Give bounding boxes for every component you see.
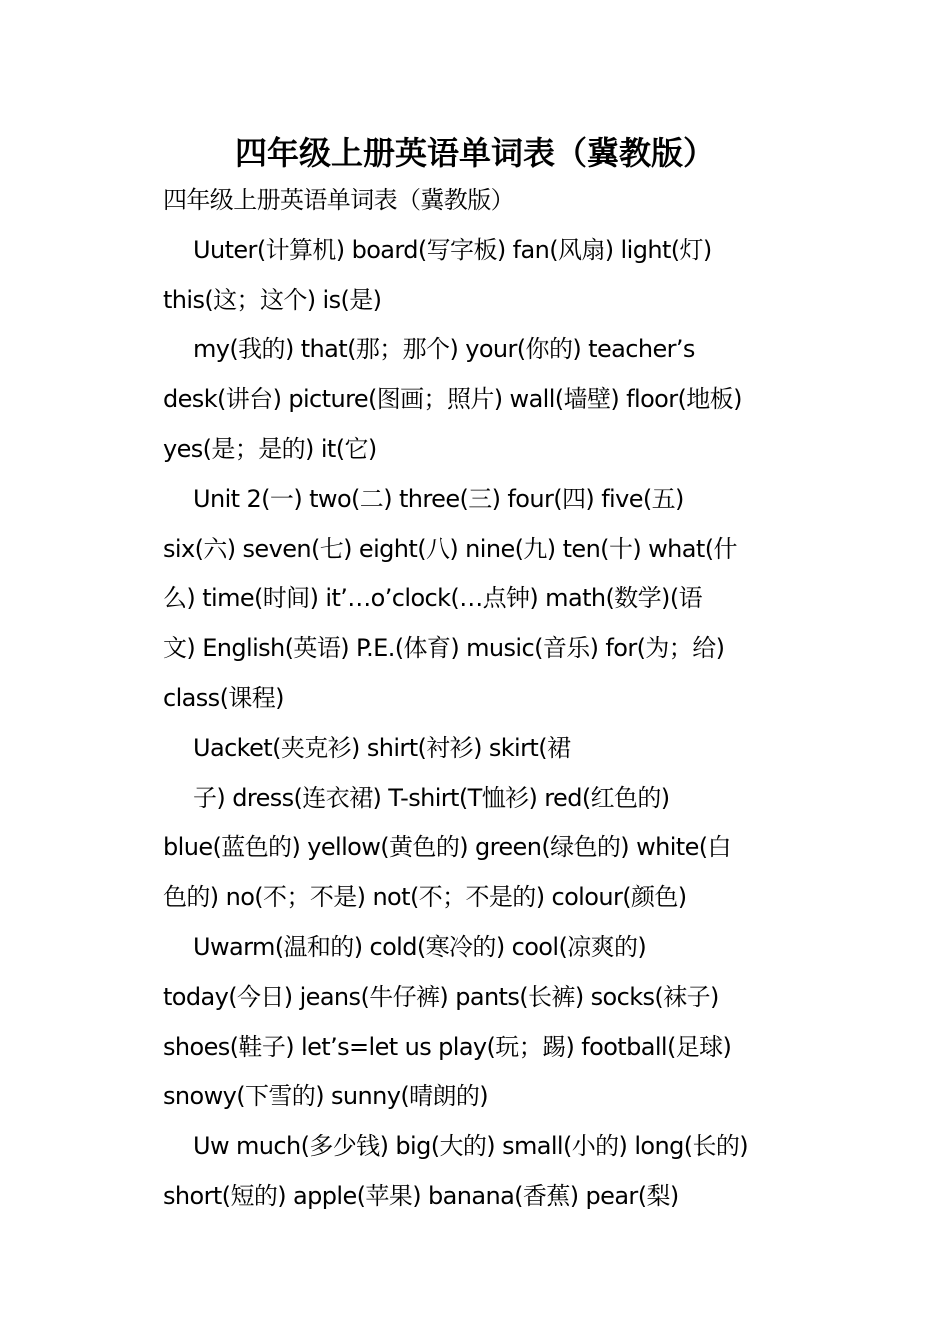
text-line: Uuter(计算机) board(写字板) fan(风扇) light(灯) xyxy=(193,235,712,264)
text-line: class(课程) xyxy=(163,683,284,712)
text-line: 色的) no(不；不是) not(不；不是的) colour(颜色) xyxy=(163,883,687,912)
text-line: this(这；这个) is(是) xyxy=(163,285,382,314)
text-line: 子) dress(连衣裙) T-shirt(T恤衫) red(红色的) xyxy=(193,783,670,812)
text-line: yes(是；是的) it(它) xyxy=(163,434,377,463)
document-body xyxy=(163,176,803,1222)
text-line: 么) time(时间) it’…o’clock(…点钟) math(数学)(语 xyxy=(163,584,702,613)
text-line: Unit 2(一) two(二) three(三) four(四) five(五) xyxy=(193,484,684,513)
text-line: snowy(下雪的) sunny(晴朗的) xyxy=(163,1082,489,1111)
text-line: 四年级上册英语单词表（冀教版） xyxy=(163,186,514,214)
text-line: 文) English(英语) P.E.(体育) music(音乐) for(为；给) xyxy=(163,634,725,663)
text-line: shoes(鞋子) let’s=let us play(玩；踢) football(足球) xyxy=(163,1032,732,1061)
text-line: blue(蓝色的) yellow(黄色的) green(绿色的) white(白 xyxy=(163,833,731,862)
text-line: today(今日) jeans(牛仔裤) pants(长裤) socks(袜子) xyxy=(163,982,719,1011)
text-line: six(六) seven(七) eight(八) nine(九) ten(十) what(什 xyxy=(163,534,737,563)
text-line: my(我的) that(那；那个) your(你的) teacher’s xyxy=(193,335,695,364)
text-line: Uw much(多少钱) big(大的) small(小的) long(长的) xyxy=(193,1132,749,1161)
text-line: desk(讲台) picture(图画；照片) wall(墙壁) floor(地板) xyxy=(163,385,742,414)
text-line: Uwarm(温和的) cold(寒冷的) cool(凉爽的) xyxy=(193,932,647,961)
text-line: Uacket(夹克衫) shirt(衬衫) skirt(裙 xyxy=(193,733,571,762)
page-title: 四年级上册英语单词表（冀教版） xyxy=(234,134,715,172)
text-line: short(短的) apple(苹果) banana(香蕉) pear(梨) xyxy=(163,1181,679,1210)
